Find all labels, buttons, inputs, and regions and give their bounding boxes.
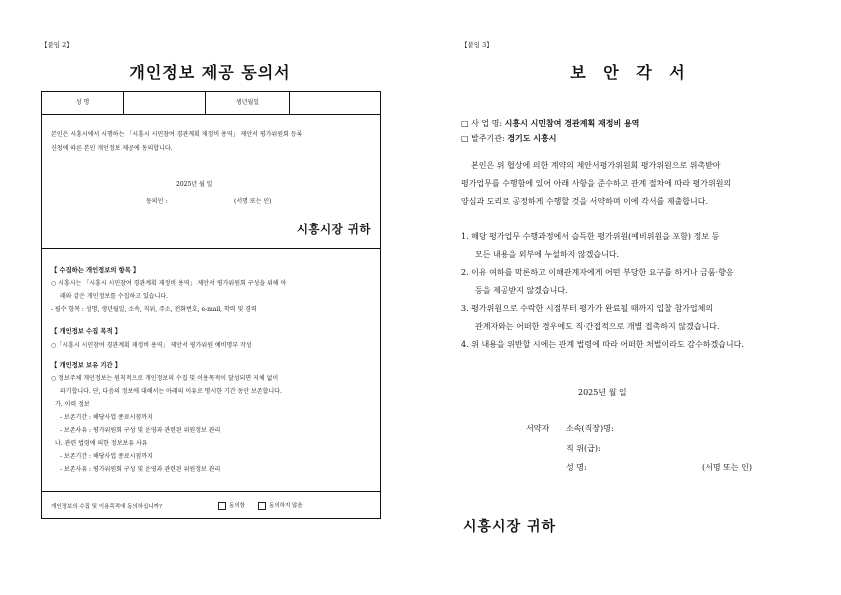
project-line xyxy=(461,118,639,129)
consenter-label: 동의인 : xyxy=(146,198,168,205)
section-body xyxy=(51,277,374,316)
pledge-paragraph xyxy=(461,157,806,211)
divider xyxy=(42,248,380,249)
disagree-option[interactable] xyxy=(258,501,303,510)
addressee: 시흥시장 귀하 xyxy=(296,222,371,236)
intro-text xyxy=(51,128,371,156)
text-line: 양심과 도리로 공정하게 수행할 것을 서약하며 이에 각서를 제출합니다. xyxy=(461,197,708,206)
agency-label: □ 발주기관: xyxy=(461,134,505,143)
birth-field[interactable] xyxy=(290,92,382,114)
consent-form xyxy=(41,91,381,519)
list-item: 3. 평가위원으로 수락한 시점부터 평가가 완료될 때까지 입찰 참가업체의 xyxy=(461,304,714,313)
text-line: ○「시흥시 시민참여 경관계획 재정비 용역」 제안서 평가위원 예비명부 작성 xyxy=(51,342,252,349)
pledge-date: 2025년 월 일 xyxy=(578,388,627,397)
disagree-checkbox[interactable] xyxy=(258,502,266,510)
sign-note: (서명 또는 인) xyxy=(234,198,272,205)
name-label: 성 명: xyxy=(566,463,587,472)
text-line: ○ 정보주체 개인정보는 원칙적으로 개인정보의 수집 및 이용목적이 달성되면 지체 없이 xyxy=(51,375,279,382)
text-line: - 보존사유 : 평가위원회 구성 및 운영과 관련된 위원정보 관리 xyxy=(60,427,221,434)
agency-value: 경기도 시흥시 xyxy=(507,133,557,143)
text-line: - 보존사유 : 평가위원회 구성 및 운영과 관련된 위원정보 관리 xyxy=(60,466,221,473)
list-item: 모든 내용을 외부에 누설하지 않겠습니다. xyxy=(475,250,620,259)
page-title: 보 안 각 서 xyxy=(570,63,691,82)
agree-checkbox[interactable] xyxy=(218,502,226,510)
text-line: 나. 관련 법령에 의한 정보보유 사유 xyxy=(55,440,148,447)
page-title: 개인정보 제공 동의서 xyxy=(129,63,291,82)
intro-line: 신청에 따른 본인 개인정보 제공에 동의합니다. xyxy=(51,145,173,152)
pledge-items xyxy=(461,228,806,354)
personal-info-row xyxy=(42,92,380,115)
section-title: 【 개인정보 수집 목적 】 xyxy=(51,328,122,335)
text-line: ○ 시흥시는 「시흥시 시민참여 경관계획 재정비 용역」 제안서 평가위원회 구성을 위해 아 xyxy=(51,280,287,287)
text-line: 평가업무를 수행함에 있어 아래 사항을 준수하고 관계 절차에 따라 평가위원의 xyxy=(461,179,732,188)
agree-option[interactable] xyxy=(218,501,245,510)
section-body xyxy=(51,372,374,476)
disagree-label: 동의하지 않음 xyxy=(269,503,303,509)
section-title: 【 개인정보 보유 기간 】 xyxy=(51,362,122,369)
project-label: □ 사 업 명: xyxy=(461,119,503,128)
text-line: 본인은 위 협상에 의한 계약의 제안서평가위원회 평가위원으로 위촉받아 xyxy=(471,161,721,170)
text-line: - 보존기간 : 해당사업 종료시점까지 xyxy=(60,414,153,421)
sign-note: (서명 또는 인) xyxy=(702,463,752,472)
text-line: - 보존기간 : 해당사업 종료시점까지 xyxy=(60,453,153,460)
consent-date: 2025년 월 일 xyxy=(176,181,213,188)
attachment-tag: 【붙임 2】 xyxy=(41,41,73,49)
text-line: 가. 이력 정보 xyxy=(55,401,90,408)
agree-label: 동의함 xyxy=(229,503,245,509)
project-value: 시흥시 시민참여 경관계획 재정비 용역 xyxy=(504,118,640,128)
list-item: 등을 제공받지 않겠습니다. xyxy=(475,286,568,295)
name-label: 성 명 xyxy=(42,92,124,114)
position-label: 직 위(급): xyxy=(566,444,601,453)
section-body xyxy=(51,339,374,352)
addressee: 시흥시장 귀하 xyxy=(463,519,557,535)
text-line: - 필수 항목 : 성명, 생년월일, 소속, 직위, 주소, 전화번호, e-mail, 학력 및 경력 xyxy=(51,306,257,313)
intro-line: 본인은 시흥시에서 시행하는 「시흥시 시민참여 경관계획 재정비 용역」 제안서 평가위원회 등록 xyxy=(51,131,303,138)
divider xyxy=(42,491,380,492)
list-item: 관계자와는 어떠한 경우에도 직·간접적으로 개별 접촉하지 않겠습니다. xyxy=(475,322,720,331)
birth-label: 생년월일 xyxy=(206,92,290,114)
name-field[interactable] xyxy=(124,92,206,114)
affiliation-label: 소속(직장)명: xyxy=(566,424,614,433)
list-item: 2. 이유 여하를 막론하고 이해관계자에게 어떤 부당한 요구를 하거나 금품·향응 xyxy=(461,268,734,277)
text-line: 파기합니다. 단, 다음의 정보에 대해서는 아래의 이유로 명시한 기간 동안 보존합니다. xyxy=(60,388,282,395)
agency-line xyxy=(461,133,556,144)
section-title: 【 수집하는 개인정보의 항목 】 xyxy=(51,267,140,274)
list-item: 4. 위 내용을 위반할 시에는 관계 법령에 따라 어떠한 처벌이라도 감수하겠습니다. xyxy=(461,340,744,349)
pledger-label: 서약자 xyxy=(526,424,550,433)
attachment-tag: 【붙임 3】 xyxy=(461,41,493,49)
text-line: 래와 같은 개인정보를 수집하고 있습니다. xyxy=(60,293,169,300)
consent-question: 개인정보의 수집 및 이용목적에 동의하십니까? xyxy=(51,504,162,510)
list-item: 1. 해당 평가업무 수행과정에서 습득한 평가위원(예비위원을 포함) 정보 등 xyxy=(461,232,720,241)
